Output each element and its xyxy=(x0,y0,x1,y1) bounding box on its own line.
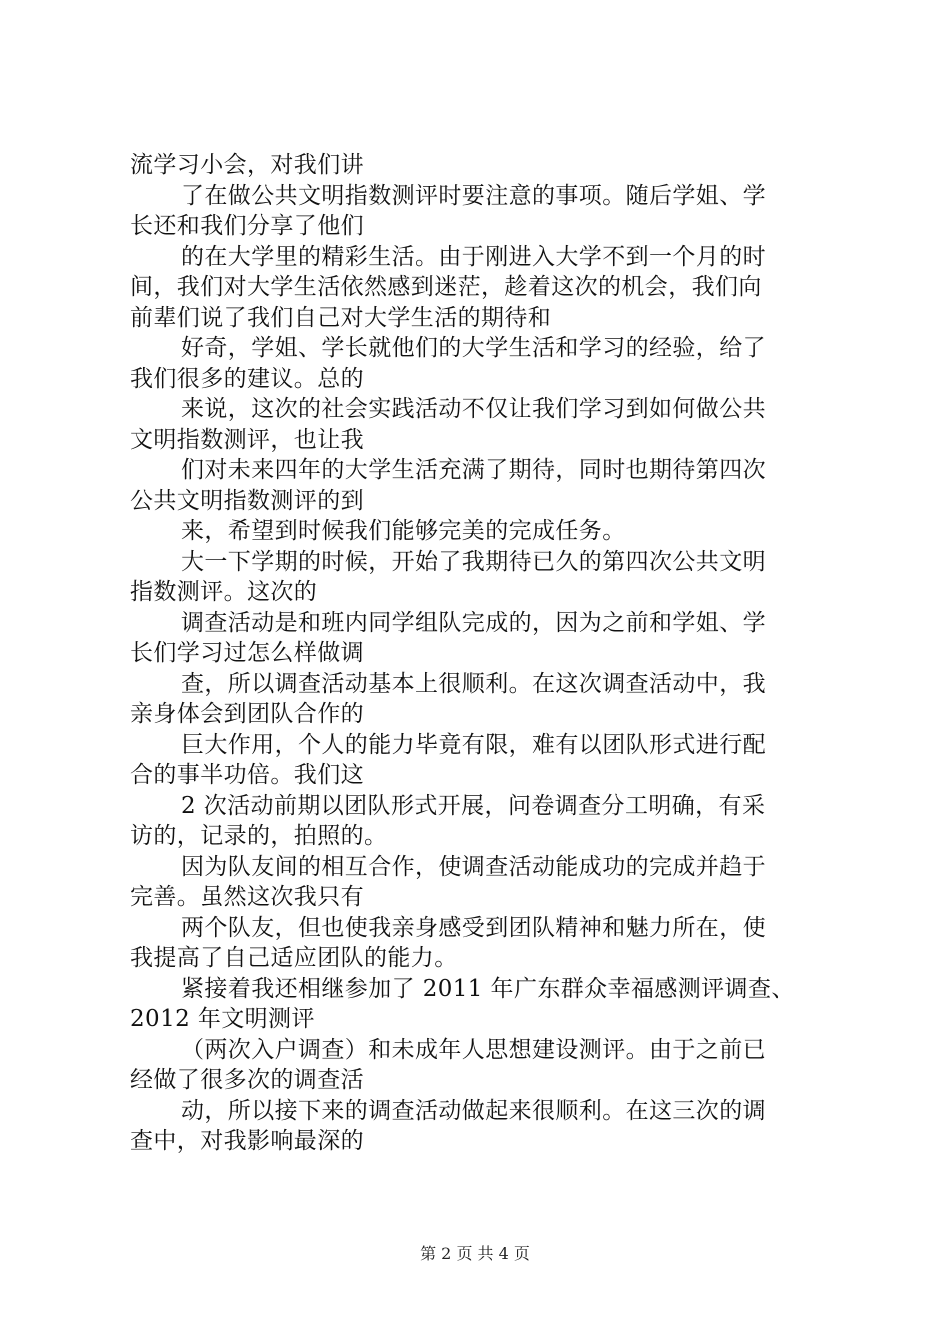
text-line: 调查活动是和班内同学组队完成的，因为之前和学姐、学 xyxy=(181,609,766,636)
text-line: 紧接着我还相继参加了 2011 年广东群众幸福感测评调查、 xyxy=(181,975,795,1002)
body-text xyxy=(130,150,840,1157)
text-line: 我提高了自己适应团队的能力。 xyxy=(130,945,458,971)
text-line: 因为队友间的相互合作，使调查活动能成功的完成并趋于 xyxy=(181,853,766,880)
text-line: 文明指数测评，也让我 xyxy=(130,426,364,453)
text-line: 2 次活动前期以团队形式开展，问卷调查分工明确，有采 xyxy=(181,792,766,819)
text-line: 动，所以接下来的调查活动做起来很顺利。在这三次的调 xyxy=(181,1097,766,1124)
text-line: 来，希望到时候我们能够完美的完成任务。 xyxy=(181,518,626,544)
text-line: 亲身体会到团队合作的 xyxy=(130,701,364,727)
text-line: 访的，记录的，拍照的。 xyxy=(130,823,388,849)
text-line: 合的事半功倍。我们这 xyxy=(130,762,364,788)
text-line: 2012 年文明测评 xyxy=(130,1006,315,1032)
text-line: 大一下学期的时候，开始了我期待已久的第四次公共文明 xyxy=(181,548,766,575)
text-line: 指数测评。这次的 xyxy=(130,579,318,605)
text-line: 们对未来四年的大学生活充满了期待，同时也期待第四次 xyxy=(181,457,766,483)
text-line: 巨大作用，个人的能力毕竟有限，难有以团队形式进行配 xyxy=(181,731,766,758)
text-line: 前辈们说了我们自己对大学生活的期待和 xyxy=(130,304,552,331)
page-footer: 第 2 页 共 4 页 xyxy=(420,1244,530,1263)
text-line: 间，我们对大学生活依然感到迷茫，趁着这次的机会，我们向 xyxy=(130,274,762,300)
text-line: 长还和我们分享了他们 xyxy=(130,213,364,239)
text-line: 查中，对我影响最深的 xyxy=(130,1128,364,1154)
text-line: 的在大学里的精彩生活。由于刚进入大学不到一个月的时 xyxy=(181,243,766,270)
text-line: 我们很多的建议。总的 xyxy=(130,365,364,392)
text-line: 经做了很多次的调查活 xyxy=(130,1067,364,1093)
text-line: 流学习小会，对我们讲 xyxy=(130,152,364,178)
text-line: 查，所以调查活动基本上很顺利。在这次调查活动中，我 xyxy=(181,670,766,697)
text-line: 来说，这次的社会实践活动不仅让我们学习到如何做公共 xyxy=(181,396,766,422)
text-line: （两次入户调查）和未成年人思想建设测评。由于之前已 xyxy=(181,1036,766,1063)
text-line: 长们学习过怎么样做调 xyxy=(130,640,364,666)
text-line: 好奇，学姐、学长就他们的大学生活和学习的经验，给了 xyxy=(181,335,766,361)
text-line: 公共文明指数测评的到 xyxy=(130,487,364,514)
text-line: 两个队友，但也使我亲身感受到团队精神和魅力所在，使 xyxy=(181,914,766,941)
text-line: 了在做公共文明指数测评时要注意的事项。随后学姐、学 xyxy=(181,182,766,209)
text-line: 完善。虽然这次我只有 xyxy=(130,884,364,910)
